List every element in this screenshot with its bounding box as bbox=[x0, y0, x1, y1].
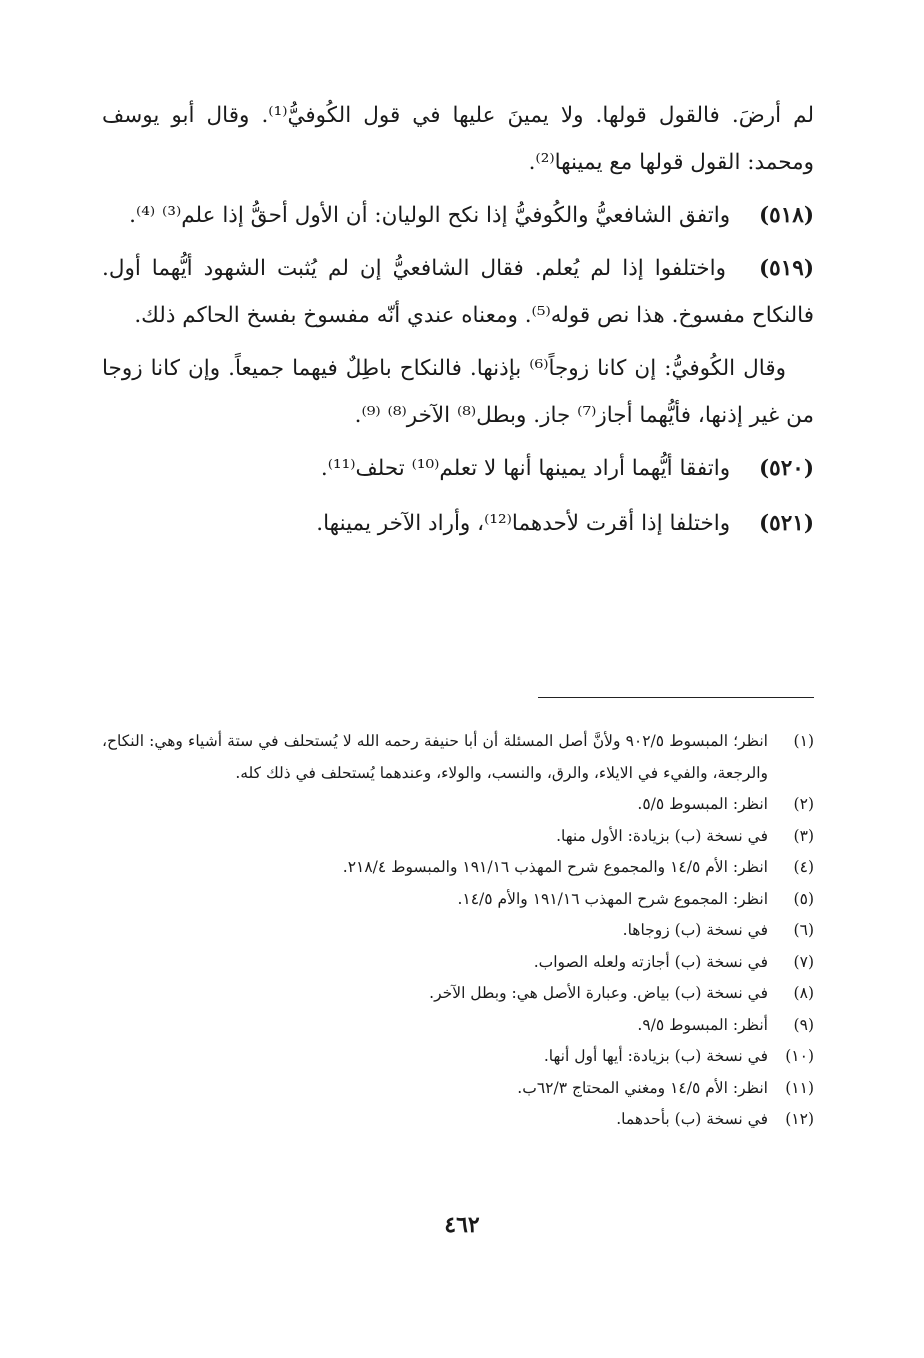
footnote-text: في نسخة (ب) بزيادة: أيها أول أنها. bbox=[543, 1047, 768, 1065]
issue-number-519: (٥١٩) bbox=[758, 256, 814, 281]
issue-number-521: (٥٢١) bbox=[758, 511, 814, 536]
paragraph-519 bbox=[102, 245, 814, 339]
footnote-4 bbox=[102, 852, 814, 884]
paragraph-521 bbox=[102, 500, 814, 547]
footnote-number: (٨) bbox=[793, 984, 814, 1002]
footnote-text: انظر: المبسوط ٥/٥. bbox=[637, 795, 768, 813]
footnote-2 bbox=[102, 789, 814, 821]
issue-number-518: (٥١٨) bbox=[758, 203, 814, 228]
footnote-number: (٤) bbox=[793, 858, 814, 876]
footnote-number: (١) bbox=[793, 732, 814, 750]
footnote-6 bbox=[102, 915, 814, 947]
footnote-number: (٣) bbox=[793, 826, 814, 845]
footnote-number: (١١) bbox=[785, 1078, 814, 1097]
footnote-10 bbox=[102, 1041, 814, 1073]
footnote-text: في نسخة (ب) زوجاها. bbox=[622, 921, 768, 939]
footnote-text: انظر؛ المبسوط ٩٠٢/٥ ولأنَّ أصل المسئلة أن أبا حنيفة رحمه الله لا يُستحلف في ستة أشياء وهي: النكاح، والرجعة، والفيء في الايلاء، والرق، والنسب، والولاء، وعندهما يُستحلف في ذلك كله. bbox=[102, 732, 768, 782]
footnote-number: (١٢) bbox=[785, 1110, 814, 1128]
footnote-5 bbox=[102, 884, 814, 916]
footnotes bbox=[102, 726, 814, 1136]
footnote-9 bbox=[102, 1010, 814, 1042]
footnote-number: (٢) bbox=[793, 795, 814, 813]
footnote-number: (١٠) bbox=[785, 1047, 814, 1065]
footnote-text: انظر: الأم ١٤/٥ ومغني المحتاج ٦٢/٣ب. bbox=[517, 1078, 768, 1097]
footnote-7 bbox=[102, 947, 814, 979]
paragraph-1: لم أرضَ. فالقول قولها. ولا يمينَ عليها في قول الكُوفيُّ⁽¹⁾. وقال أبو يوسف ومحمد: القول قولها مع يمينها⁽²⁾. bbox=[102, 103, 814, 175]
footnote-number: (٩) bbox=[793, 1015, 814, 1034]
issue-text-520: واتفقا أيُّهما أراد يمينها أنها لا تعلم⁽¹⁰⁾ تحلف⁽¹¹⁾. bbox=[320, 456, 731, 481]
page-number: ٤٦٢ bbox=[444, 1212, 480, 1238]
footnote-11 bbox=[102, 1073, 814, 1105]
footnote-12 bbox=[102, 1104, 814, 1136]
footnote-number: (٧) bbox=[793, 952, 814, 971]
footnote-text: في نسخة (ب) بياض. وعبارة الأصل هي: وبطل الآخر. bbox=[429, 984, 768, 1002]
issue-number-520: (٥٢٠) bbox=[758, 456, 814, 481]
issue-text-518: واتفق الشافعيُّ والكُوفيُّ إذا نكح الوليان: أن الأول أحقُّ إذا علم⁽³⁾ ⁽⁴⁾. bbox=[129, 203, 731, 228]
footnote-text: في نسخة (ب) بأحدهما. bbox=[616, 1110, 768, 1128]
footnote-text: في نسخة (ب) أجازته ولعله الصواب. bbox=[533, 952, 768, 971]
footnote-8 bbox=[102, 978, 814, 1010]
paragraph-520 bbox=[102, 445, 814, 492]
footnote-text: انظر: المجموع شرح المهذب ١٩١/١٦ والأم ١٤/٥. bbox=[457, 889, 768, 908]
footnote-text: أنظر: المبسوط ٩/٥. bbox=[637, 1015, 768, 1034]
issue-text-519: واختلفوا إذا لم يُعلم. فقال الشافعيُّ إن لم يُثبت الشهود أيُّهما أول. فالنكاح مفسوخ. هذا نص قوله⁽⁵⁾. ومعناه عندي أنّه مفسوخ بفسخ الحاكم ذلك. bbox=[102, 256, 814, 328]
footnote-separator bbox=[538, 697, 814, 698]
paragraph-518 bbox=[102, 192, 814, 239]
footnote-number: (٥) bbox=[793, 889, 814, 908]
main-text bbox=[102, 92, 814, 555]
issue-text-521: واختلفا إذا أقرت لأحدهما⁽¹²⁾، وأراد الآخر يمينها. bbox=[316, 511, 731, 536]
footnote-1 bbox=[102, 726, 814, 789]
footnote-3 bbox=[102, 821, 814, 853]
footnote-number: (٦) bbox=[793, 921, 814, 939]
footnote-text: انظر: الأم ١٤/٥ والمجموع شرح المهذب ١٩١/١٦ والمبسوط ٢١٨/٤. bbox=[342, 858, 768, 876]
paragraph-kufi: وقال الكُوفيُّ: إن كانا زوجاً⁽⁶⁾ بإذنها. فالنكاح باطِلٌ فيهما جميعاً. وإن كانا زوجا من غير إذنها، فأيُّهما أجاز⁽⁷⁾ جاز. وبطل⁽⁸⁾ الآخر⁽⁸⁾ ⁽⁹⁾. bbox=[102, 356, 814, 428]
footnote-text: في نسخة (ب) بزيادة: الأول منها. bbox=[556, 826, 768, 845]
